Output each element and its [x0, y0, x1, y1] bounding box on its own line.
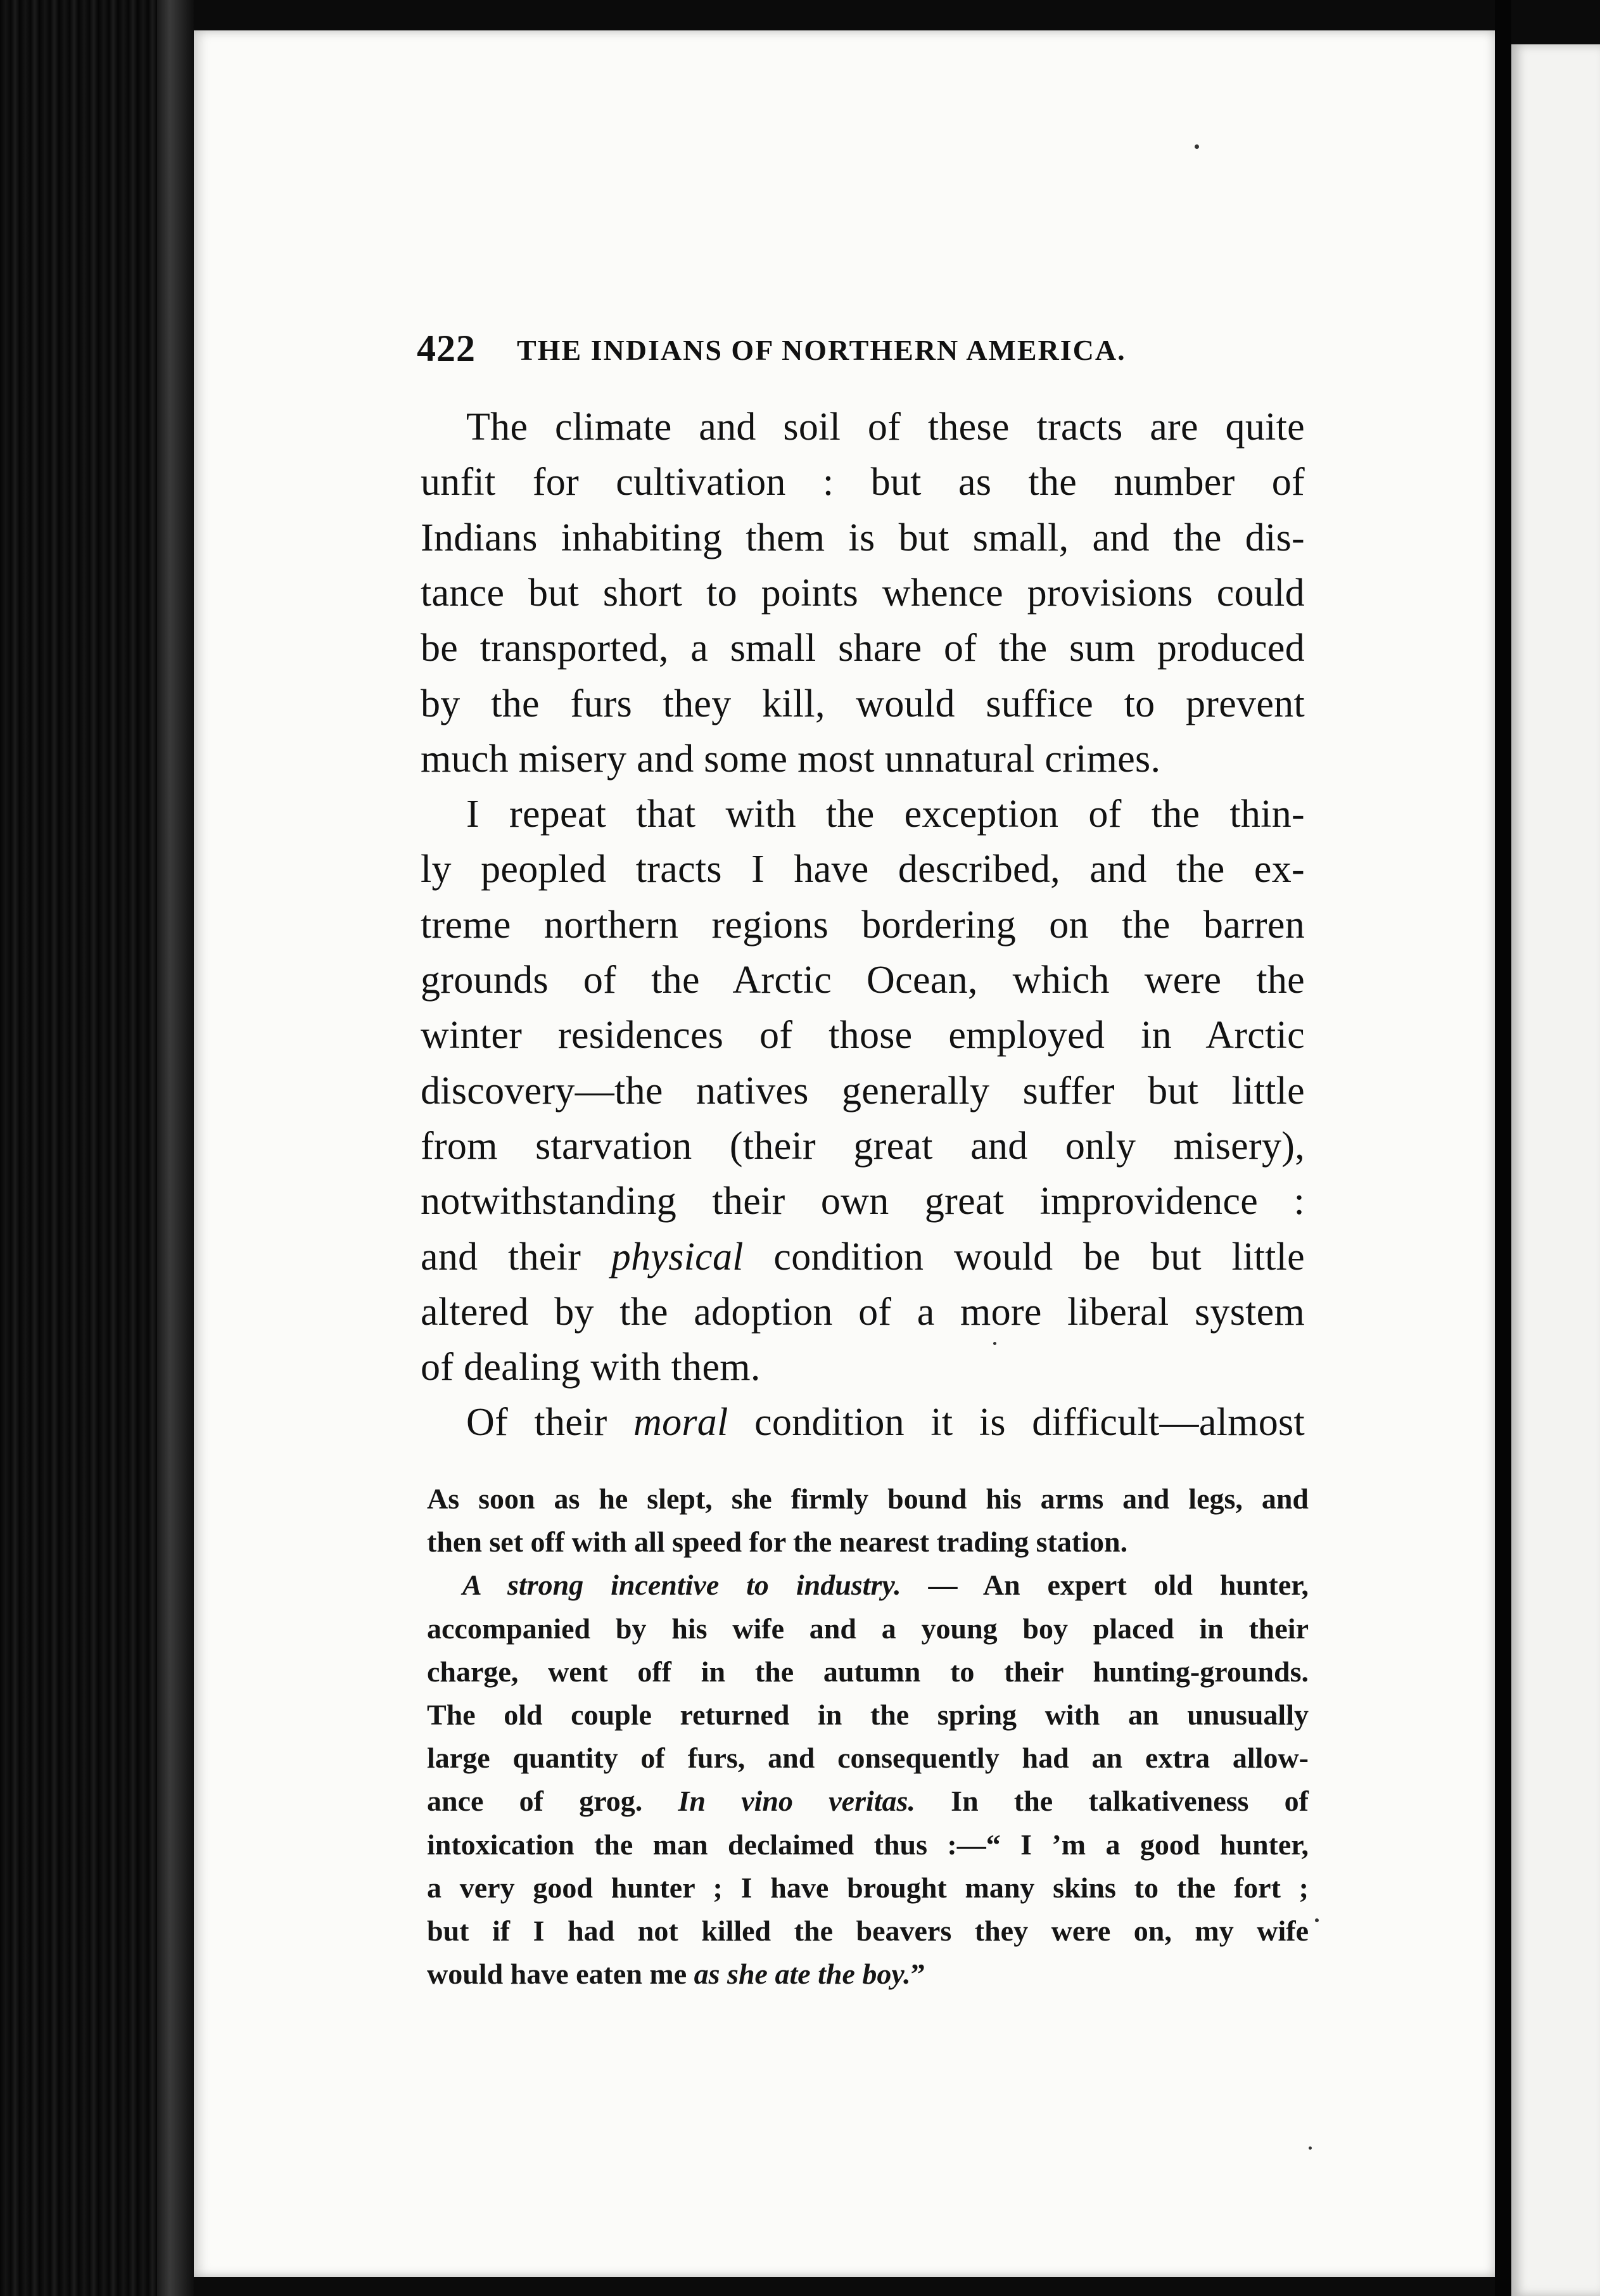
body-line: of dealing with them. — [421, 1346, 761, 1389]
paper-speck — [1315, 1918, 1319, 1922]
body-line: notwithstanding their own great improvidence : — [421, 1180, 1305, 1223]
body-line: The climate and soil of these tracts are quite — [466, 405, 1305, 449]
body-line: and their physical condition would be but little — [421, 1235, 1305, 1279]
body-line: Indians inhabiting them is but small, and the dis- — [421, 516, 1305, 559]
footnote-line: a very good hunter ; I have brought many skins to the fort ; — [427, 1871, 1309, 1904]
binding-edge — [157, 0, 194, 2296]
footnote-line: As soon as he slept, she firmly bound his arms and legs, and — [427, 1483, 1309, 1515]
body-line: winter residences of those employed in Arctic — [421, 1014, 1305, 1057]
footnote-line: charge, went off in the autumn to their hunting-grounds. — [427, 1655, 1309, 1688]
page-number: 422 — [417, 328, 476, 369]
body-line: grounds of the Arctic Ocean, which were the — [421, 959, 1305, 1002]
page-gap — [1495, 0, 1511, 2296]
body-line: unfit for cultivation : but as the number of — [421, 461, 1305, 504]
body-line: discovery—the natives generally suffer but little — [421, 1069, 1305, 1113]
body-line: much misery and some most unnatural crimes. — [421, 737, 1161, 781]
body-line: by the furs they kill, would suffice to prevent — [421, 682, 1305, 725]
body-line: Of their moral condition it is difficult—almost — [466, 1401, 1305, 1445]
body-line: ly peopled tracts I have described, and the ex- — [421, 848, 1305, 891]
italic-text: moral — [633, 1401, 728, 1445]
footnote-line: intoxication the man declaimed thus :—“ I ’m a good hunter, — [427, 1828, 1309, 1861]
footnote-line: A strong incentive to industry. — An expert old hunter, — [462, 1569, 1309, 1602]
italic-text: A strong incentive to industry. — [462, 1569, 901, 1602]
italic-text: physical — [611, 1235, 744, 1279]
footnote-line: The old couple returned in the spring with an unusually — [427, 1699, 1309, 1731]
running-header — [417, 327, 1304, 378]
paper-speck — [1195, 144, 1199, 149]
body-line: I repeat that with the exception of the thin- — [466, 793, 1305, 836]
facing-page-edge — [1511, 44, 1600, 2296]
body-line: be transported, a small share of the sum produced — [421, 627, 1305, 670]
italic-text: In vino veritas. — [678, 1785, 915, 1818]
body-line: treme northern regions bordering on the barren — [421, 903, 1305, 947]
footnote-line: but if I had not killed the beavers they were on, my wife — [427, 1915, 1309, 1947]
body-line: tance but short to points whence provisions could — [421, 571, 1305, 615]
paper-speck — [1309, 2146, 1312, 2150]
footnote-line: then set off with all speed for the nearest trading station. — [427, 1526, 1128, 1559]
running-title: THE INDIANS OF NORTHERN AMERICA. — [517, 334, 1126, 366]
footnote-line: ance of grog. In vino veritas. In the talkativeness of — [427, 1785, 1309, 1818]
italic-text: as she ate the boy. — [694, 1958, 911, 1991]
footnote-line: accompanied by his wife and a young boy placed in their — [427, 1612, 1309, 1645]
body-line: from starvation (their great and only misery), — [421, 1124, 1305, 1168]
footnote-line: would have eaten me as she ate the boy.” — [427, 1958, 925, 1991]
footnote-line: large quantity of furs, and consequently had an extra allow- — [427, 1742, 1309, 1775]
body-line: altered by the adoption of a more liberal system — [421, 1290, 1305, 1334]
